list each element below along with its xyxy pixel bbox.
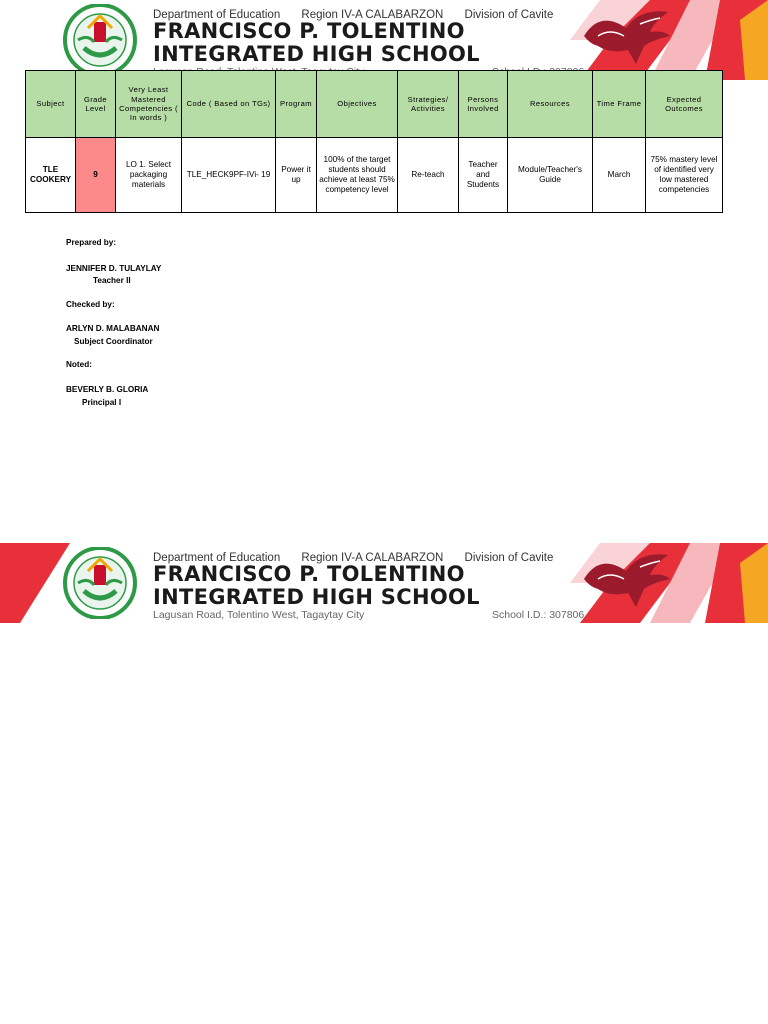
checked-by-label: Checked by:: [66, 300, 115, 309]
prepared-by-label: Prepared by:: [66, 238, 117, 247]
strategies-cell: Re-teach: [398, 138, 459, 213]
column-header: Subject: [26, 71, 76, 138]
school-name-line1: FRANCISCO P. TOLENTINO: [153, 562, 465, 586]
outcomes-cell: 75% mastery level of identified very low mastered competencies: [646, 138, 723, 213]
school-letterhead-bottom: [0, 543, 768, 623]
resources-cell: Module/Teacher's Guide: [508, 138, 593, 213]
school-id: School I.D.: 307806: [492, 609, 585, 621]
column-header: Persons Involved: [459, 71, 508, 138]
school-address: Lagusan Road, Tolentino West, Tagaytay City: [153, 609, 365, 621]
noted-by-label: Noted:: [66, 360, 92, 369]
table-row: [26, 138, 723, 213]
program-cell: Power it up: [276, 138, 317, 213]
column-header: Very Least Mastered Competencies ( In words ): [116, 71, 182, 138]
table-header-row: [26, 71, 723, 138]
eagle-icon: [580, 549, 672, 611]
code-cell: TLE_HECK9PF-IVi- 19: [182, 138, 276, 213]
intervention-plan-table: [25, 70, 723, 213]
division-name: Division of Cavite: [464, 9, 554, 21]
prepared-by-title: Teacher II: [93, 276, 131, 285]
school-name-line2: INTEGRATED HIGH SCHOOL: [153, 42, 480, 66]
school-name-line1: FRANCISCO P. TOLENTINO: [153, 19, 465, 43]
division-name: Division of Cavite: [464, 552, 554, 564]
column-header: Code ( Based on TGs): [182, 71, 276, 138]
subject-cell: TLE COOKERY: [26, 138, 76, 213]
grade-cell: 9: [76, 138, 116, 213]
region-name: Region IV-A CALABARZON: [301, 9, 444, 21]
school-seal-icon: [50, 547, 150, 619]
noted-by-name: BEVERLY B. GLORIA: [66, 385, 149, 394]
competency-cell: LO 1. Select packaging materials: [116, 138, 182, 213]
department-name: Department of Education: [153, 552, 281, 564]
noted-by-title: Principal I: [82, 398, 122, 407]
school-name-line2: INTEGRATED HIGH SCHOOL: [153, 585, 480, 609]
column-header: Expected Outcomes: [646, 71, 723, 138]
column-header: Objectives: [317, 71, 398, 138]
objectives-cell: 100% of the target students should achieve at least 75% competency level: [317, 138, 398, 213]
column-header: Strategies/ Activities: [398, 71, 459, 138]
region-name: Region IV-A CALABARZON: [301, 552, 444, 564]
column-header: Time Frame: [593, 71, 646, 138]
school-seal-icon: [50, 4, 150, 76]
department-name: Department of Education: [153, 9, 281, 21]
column-header: Resources: [508, 71, 593, 138]
prepared-by-name: JENNIFER D. TULAYLAY: [66, 264, 162, 273]
eagle-icon: [580, 6, 672, 68]
school-letterhead-top: [0, 0, 768, 80]
column-header: Program: [276, 71, 317, 138]
column-header: Grade Level: [76, 71, 116, 138]
persons-cell: Teacher and Students: [459, 138, 508, 213]
checked-by-title: Subject Coordinator: [74, 337, 153, 346]
checked-by-name: ARLYN D. MALABANAN: [66, 324, 160, 333]
time-frame-cell: March: [593, 138, 646, 213]
